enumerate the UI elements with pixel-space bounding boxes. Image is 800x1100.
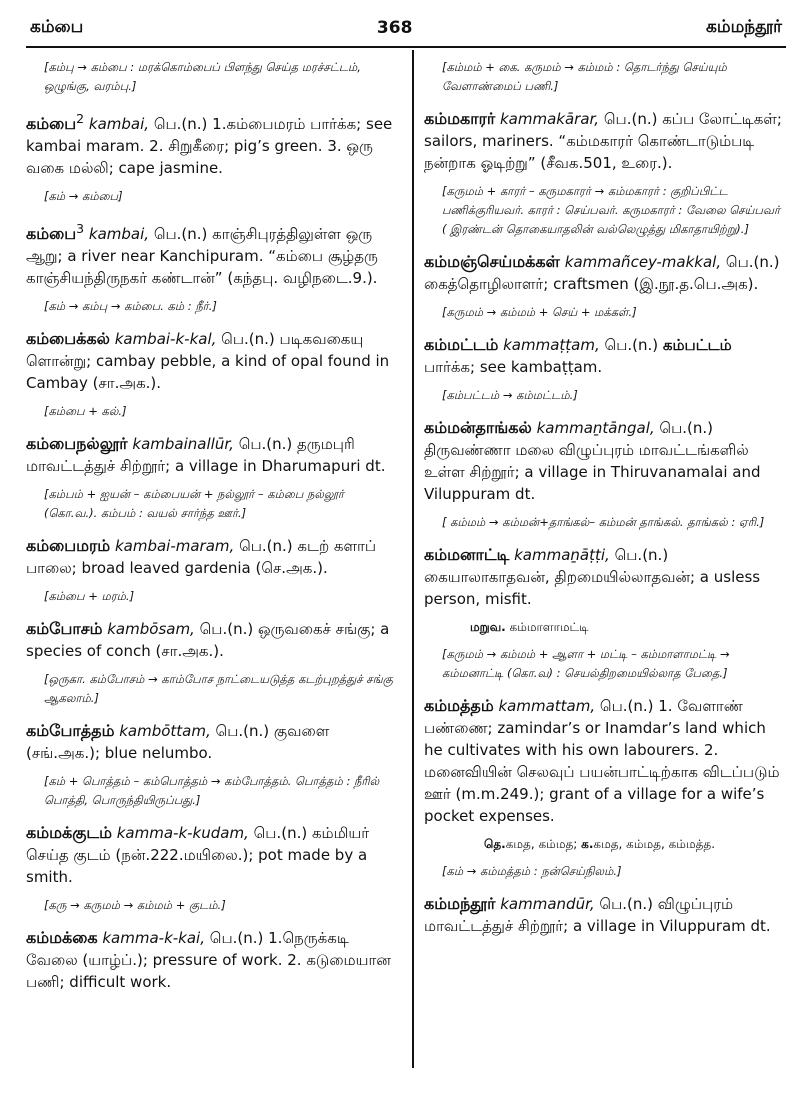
homograph-number: 3 bbox=[76, 221, 85, 236]
right-column bbox=[424, 56, 786, 1080]
page-number: 368 bbox=[376, 18, 413, 38]
dictionary-entry bbox=[424, 334, 786, 378]
dictionary-entry bbox=[424, 544, 786, 610]
headword: கம்மக்குடம் bbox=[26, 823, 112, 842]
etymology: [ கம்மம் → கம்மன்+தாங்கல்– கம்மன் தாங்கல். தாங்கல் : ஏரி.] bbox=[442, 515, 765, 529]
definition: பெ.(n.) படிகவகையு ளொன்று; cambay pebble, a kind of opal found in Cambay (சா.அக.). bbox=[26, 330, 390, 392]
etymology: [கருமம் → கம்மம் + செய் + மக்கள்.] bbox=[442, 305, 637, 319]
headword: கம்பைக்கல் bbox=[26, 329, 110, 348]
etymology: [கருமம் + காரர் – கருமகாரர் → கம்மகாரர் : குறிப்பிட்ட பணிக்குரியவர். காரர் : செய்பவர். கருமகாரர் : வேலை செய்பவர் ( இரண்டன் தொகையாதலின் வல்லெழுத்து மிகாதாயிற்று).] bbox=[442, 184, 780, 236]
dictionary-entry bbox=[26, 433, 400, 477]
headword: கம்மக்கை bbox=[26, 928, 98, 947]
column-divider bbox=[412, 50, 414, 1068]
etymology: [ஒருகா. கம்போசம் → காம்போச நாட்டையடுத்த கடற்புறத்துச் சங்கு ஆகலாம்.] bbox=[44, 672, 393, 705]
transliteration: kammaṉāṭṭi, bbox=[514, 546, 610, 564]
page-header bbox=[30, 14, 782, 42]
definition: பெ.(n.) தருமபுரி மாவட்டத்துச் சிற்றூர்; a village in Dharumapuri dt. bbox=[26, 435, 386, 475]
dictionary-entry bbox=[424, 695, 786, 827]
dictionary-entry bbox=[26, 328, 400, 394]
dictionary-entry bbox=[424, 108, 786, 174]
etymology: [கம் → கம்பு → கம்பை. கம் : நீர்.] bbox=[44, 299, 217, 313]
definition: பெ.(n.) கடற் களாப் பாலை; broad leaved gardenia (செ.அக.). bbox=[26, 537, 377, 577]
etymology: [கம் → கம்பை] bbox=[44, 189, 123, 203]
transliteration: kambōttam, bbox=[119, 722, 211, 740]
headword: கம்மஞ்செய்மக்கள் bbox=[424, 252, 560, 271]
transliteration: kammañcey-makkal, bbox=[564, 253, 722, 271]
headword: கம்மகாரர் bbox=[424, 109, 496, 128]
dictionary-entry bbox=[26, 218, 400, 289]
homograph-number: 2 bbox=[76, 111, 85, 126]
transliteration: kammandūr, bbox=[500, 895, 595, 913]
transliteration: kambai-k-kal, bbox=[114, 330, 217, 348]
headword: கம்பைநல்லூர் bbox=[26, 434, 128, 453]
cross-reference: கம்பட்டம் bbox=[662, 336, 732, 354]
definition: பெ.(n.) விழுப்புரம் மாவட்டத்துச் சிற்றூர்; a village in Viluppuram dt. bbox=[424, 895, 771, 935]
transliteration: kammaṉtāngal, bbox=[536, 419, 655, 437]
transliteration: kambainallūr, bbox=[132, 435, 234, 453]
etymology: [கம்பம் + ஐயன் – கம்பையன் + நல்லூர் – கம்பை நல்லூர் (கொ.வ.). கம்பம் : வயல் சார்ந்த ஊர்.] bbox=[44, 487, 344, 520]
transliteration: kammaṭṭam, bbox=[503, 336, 600, 354]
transliteration: kambai, bbox=[88, 225, 150, 243]
headword: கம்மன்தாங்கல் bbox=[424, 418, 532, 437]
dictionary-entry bbox=[26, 108, 400, 179]
etymology: [கரு → கருமம் → கம்மம் + குடம்.] bbox=[44, 898, 226, 912]
definition: பெ.(n.) கையாலாகாதவன், திறமையில்லாதவன்; a usless person, misfit. bbox=[424, 546, 761, 608]
headword: கம்மட்டம் bbox=[424, 335, 499, 354]
etymology: [கருமம் → கம்மம் + ஆளா + மட்டி – கம்மாளாமட்டி → கம்மனாட்டி (கொ.வ) : செயல்திறமையில்லாத பேதை.] bbox=[442, 647, 730, 680]
definition: பெ.(n.) 1.நெருக்கடி வேலை (யாழ்ப்.); pressure of work. 2. கடுமையான பணி; difficult work. bbox=[26, 929, 391, 991]
synonym-note bbox=[470, 618, 786, 637]
etymology: [கம் + பொத்தம் – கம்பொத்தம் → கம்போத்தம். பொத்தம் : நீரில் பொத்தி, பொருந்தியிருப்பது.] bbox=[44, 774, 380, 807]
definition-prefix: பெ.(n.) bbox=[604, 336, 663, 354]
transliteration: kamma-k-kai, bbox=[102, 929, 205, 947]
left-column bbox=[26, 56, 400, 1080]
dictionary-entry bbox=[424, 251, 786, 295]
dictionary-entry bbox=[424, 893, 786, 937]
header-rule bbox=[26, 46, 786, 48]
synonym-label: மறுவ. bbox=[470, 620, 506, 634]
header-left-word: கம்பை bbox=[30, 17, 84, 37]
headword: கம்மந்தூர் bbox=[424, 894, 496, 913]
etymology: [கம்பை + கல்.] bbox=[44, 404, 127, 418]
transliteration: kammakārar, bbox=[499, 110, 600, 128]
telugu-cognates: கமத, கம்மத; bbox=[505, 837, 582, 851]
etymology: [கம்பை + மரம்.] bbox=[44, 589, 135, 603]
definition: பெ.(n.) 1.கம்பைமரம் பார்க்க; see kambai maram. 2. சிறுகீரை; pig’s green. 3. ஒரு வகை மல்லி; cape jasmine. bbox=[26, 115, 393, 177]
definition: பெ.(n.) ஒருவகைச் சங்கு; a species of conch (சா.அக.). bbox=[26, 620, 390, 660]
dictionary-entry bbox=[26, 618, 400, 662]
transliteration: kambai, bbox=[88, 115, 150, 133]
definition: பெ.(n.) குவளை (சங்.அக.); blue nelumbo. bbox=[26, 722, 330, 762]
dictionary-entry bbox=[424, 417, 786, 505]
headword: கம்போசம் bbox=[26, 619, 103, 638]
kannada-label: க. bbox=[581, 837, 594, 851]
transliteration: kambai-maram, bbox=[114, 537, 235, 555]
headword: கம்பைமரம் bbox=[26, 536, 111, 555]
definition: பெ.(n.) கைத்தொழிலாளர்; craftsmen (இ.நூ.த.பெ.அக). bbox=[424, 253, 780, 293]
headword: கம்மனாட்டி bbox=[424, 545, 510, 564]
dictionary-entry bbox=[26, 720, 400, 764]
cognates-note bbox=[484, 835, 786, 854]
transliteration: kammattam, bbox=[498, 697, 596, 715]
definition: பெ.(n.) திருவண்ணா மலை விழுப்புரம் மாவட்டங்களில் உள்ள சிற்றூர்; a village in Thiruvanamalai and Viluppuram dt. bbox=[424, 419, 761, 503]
synonym-text: கம்மாளாமட்டி bbox=[505, 620, 589, 634]
etymology: [கம்மம் + கை. கருமம் → கம்மம் : தொடர்ந்து செய்யும் வேளாண்மைப் பணி.] bbox=[442, 60, 727, 93]
headword: கம்போத்தம் bbox=[26, 721, 115, 740]
definition: பெ.(n.) கம்மியர் செய்த குடம் (நன்.222.மயிலை.); pot made by a smith. bbox=[26, 824, 370, 886]
kannada-cognates: கமத, கம்மத, கம்மத்த. bbox=[593, 837, 716, 851]
telugu-label: தெ. bbox=[484, 837, 506, 851]
dictionary-entry bbox=[26, 822, 400, 888]
headword: கம்மத்தம் bbox=[424, 696, 494, 715]
definition: பெ.(n.) 1. வேளாண் பண்ணை; zamindar’s or Inamdar’s land which he cultivates with his own labourers. 2. மனைவியின் செலவுப் பயன்பாட்டிற்காக விடப்படும் ஊர் (m.m.249.); grant of a village for a wife’s pocket expenses. bbox=[424, 697, 780, 825]
transliteration: kambōsam, bbox=[107, 620, 195, 638]
etymology: [கம்பட்டம் → கம்மட்டம்.] bbox=[442, 388, 578, 402]
transliteration: kamma-k-kudam, bbox=[116, 824, 249, 842]
definition: பார்க்க; see kambaṭṭam. bbox=[424, 358, 603, 376]
headword: கம்பை bbox=[26, 224, 77, 243]
etymology: [கம்பு → கம்பை : மரக்கொம்பைப் பிளந்து செய்த மரச்சட்டம், ஒழுங்கு, வரம்பு.] bbox=[44, 60, 361, 93]
definition: பெ.(n.) காஞ்சிபுரத்திலுள்ள ஒரு ஆறு; a river near Kanchipuram. “கம்பை சூழ்தரு காஞ்சியந்திருநகர் கண்டான்” (கந்தபு. வழிநடை.9.). bbox=[26, 225, 378, 287]
headword: கம்பை bbox=[26, 114, 77, 133]
definition: பெ.(n.) கப்ப லோட்டிகள்; sailors, mariners. “கம்மகாரர் கொண்டாடும்படி நன்றாக ஓடிற்று” (சீவக.501, உரை.). bbox=[424, 110, 782, 172]
dictionary-entry bbox=[26, 927, 400, 993]
dictionary-entry bbox=[26, 535, 400, 579]
etymology: [கம் → கம்மத்தம் : நன்செய்நிலம்.] bbox=[442, 864, 622, 878]
header-right-word: கம்மந்தூர் bbox=[706, 17, 782, 37]
